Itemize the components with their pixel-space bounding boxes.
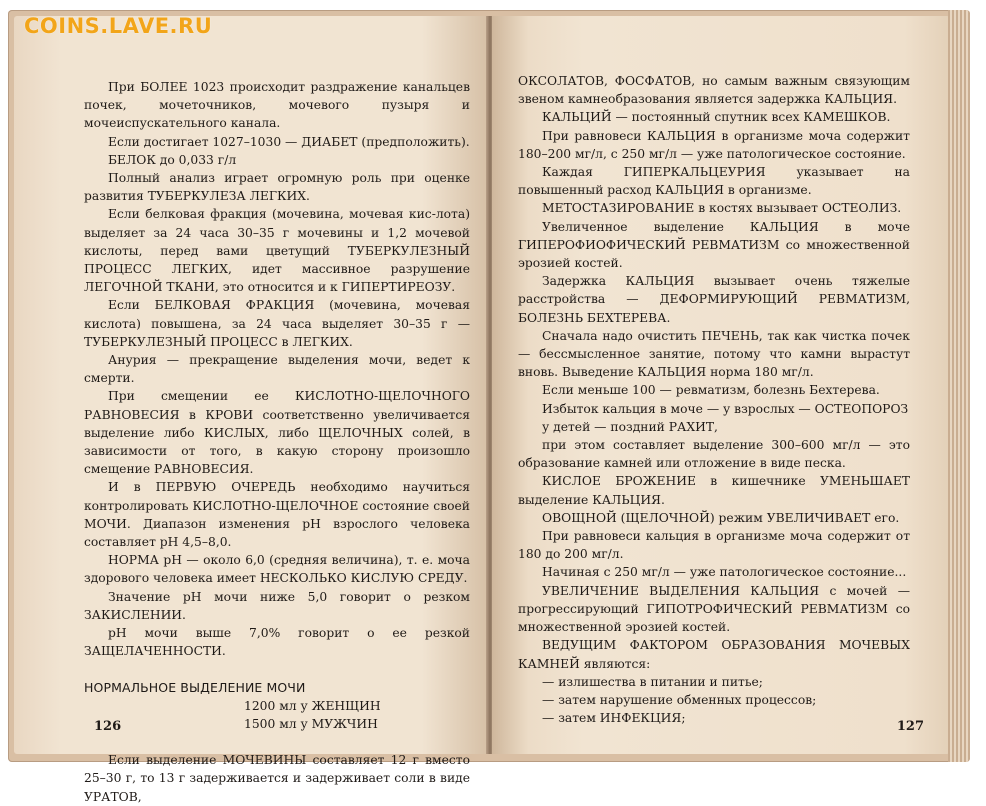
page-number-right: 127: [896, 719, 924, 734]
paragraph: БЕЛОК до 0,033 г/л: [108, 152, 237, 167]
list-item: — излишества в питании и питье;: [542, 674, 763, 689]
right-page: [492, 16, 950, 754]
paragraph: Увеличенное выделение КАЛЬЦИЯ в моче ГИПЕРОФИОФИЧЕСКИЙ РЕВМАТИЗМ со множественной эрозией костей.: [518, 219, 910, 271]
open-book: [8, 10, 970, 804]
paragraph: УВЕЛИЧЕНИЕ ВЫДЕЛЕНИЯ КАЛЬЦИЯ с мочей — прогрессирующий ГИПОТРОФИЧЕСКИЙ РЕВМАТИЗМ со множественной эрозией костей.: [518, 583, 910, 635]
paragraph: Если достигает 1027–1030 — ДИАБЕТ (предположить).: [108, 134, 470, 149]
paragraph: Задержка КАЛЬЦИЯ вызывает очень тяжелые расстройства — ДЕФОРМИРУЮЩИЙ РЕВМАТИЗМ, БОЛЕЗНЬ БЕХТЕРЕВА.: [518, 274, 910, 325]
paragraph: Если выделение МОЧЕВИНЫ составляет 12 г вместо 25–30 г, то 13 г задерживается и задерживает соли в виде УРАТОВ,: [84, 753, 470, 804]
paragraph: Начиная с 250 мг/л — уже патологическое состояние...: [542, 565, 907, 580]
paragraph: При смещении ее КИСЛОТНО-ЩЕЛОЧНОГО РАВНОВЕСИЯ в КРОВИ соответственно увеличивается выделение либо КИСЛЫХ, либо ЩЕЛОЧНЫХ солей, в зависимости от того, в какую сторону произошло смещение РАВНОВЕСИЯ.: [84, 389, 470, 477]
norm-women: 1200 мл у ЖЕНЩИН: [244, 698, 381, 713]
paragraph: КАЛЬЦИЙ — постоянный спутник всех КАМЕШКОВ.: [542, 110, 891, 125]
paragraph: МЕТОСТАЗИРОВАНИЕ в костях вызывает ОСТЕОЛИЗ.: [542, 201, 902, 216]
paragraph: НОРМА рН — около 6,0 (средняя величина), т. е. моча здорового человека имеет НЕСКОЛЬКО КИСЛУЮ СРЕДУ.: [84, 553, 470, 586]
page-edges: [948, 10, 970, 762]
left-page: [14, 16, 488, 804]
paragraph: При равновеси кальция в организме моча содержит от 180 до 200 мг/л.: [518, 529, 910, 562]
paragraph: ОВОЩНОЙ (ЩЕЛОЧНОЙ) режим УВЕЛИЧИВАЕТ его.: [542, 510, 900, 525]
paragraph: Полный анализ играет огромную роль при оценке развития ТУБЕРКУЛЕЗА ЛЕГКИХ.: [84, 171, 470, 204]
paragraph: КИСЛОЕ БРОЖЕНИЕ в кишечнике УМЕНЬШАЕТ выделение КАЛЬЦИЯ.: [518, 474, 910, 507]
paragraph: ВЕДУЩИМ ФАКТОРОМ ОБРАЗОВАНИЯ МОЧЕВЫХ КАМНЕЙ являются:: [518, 638, 910, 671]
list-item: — затем нарушение обменных процессов;: [542, 692, 817, 707]
paragraph: Если меньше 100 — ревматизм, болезнь Бехтерева.: [542, 383, 880, 398]
paragraph: ОКСОЛАТОВ, ФОСФАТОВ, но самым важным связующим звеном камнеобразования является задержка КАЛЬЦИЯ.: [518, 74, 910, 107]
paragraph: Сначала надо очистить ПЕЧЕНЬ, так как чистка почек — бессмысленное занятие, потому что камни вырастут вновь. Выведение КАЛЬЦИЯ норма 180 мг/л.: [518, 328, 910, 380]
paragraph: у детей — поздний РАХИТ,: [542, 419, 718, 434]
right-page-text: [518, 72, 910, 727]
left-page-text: [84, 78, 470, 806]
paragraph: При равновеси КАЛЬЦИЯ в организме моча содержит 180–200 мг/л, с 250 мг/л — уже патологическое состояние.: [518, 128, 910, 161]
section-heading: НОРМАЛЬНОЕ ВЫДЕЛЕНИЕ МОЧИ: [84, 679, 306, 695]
paragraph: рН мочи выше 7,0% говорит о ее резкой ЗАЩЕЛАЧЕННОСТИ.: [84, 626, 470, 659]
paragraph: Каждая ГИПЕРКАЛЬЦЕУРИЯ указывает на повышенный расход КАЛЬЦИЯ в организме.: [518, 165, 910, 198]
norm-men: 1500 мл у МУЖЧИН: [244, 716, 378, 731]
paragraph: И в ПЕРВУЮ ОЧЕРЕДЬ необходимо научиться контролировать КИСЛОТНО-ЩЕЛОЧНОЕ состояние своей МОЧИ. Диапазон изменения рН взрослого человека составляет рН 4,5–8,0.: [84, 480, 470, 550]
paragraph: при этом составляет выделение 300–600 мг/л — это образование камней или отложение в виде песка.: [518, 438, 910, 471]
paragraph: Избыток кальция в моче — у взрослых — ОСТЕОПОРОЗ: [542, 401, 909, 416]
page-number-left: 126: [94, 719, 122, 734]
watermark-text: COINS.LAVE.RU: [24, 14, 213, 38]
paragraph: Значение рН мочи ниже 5,0 говорит о резком ЗАКИСЛЕНИИ.: [84, 589, 470, 622]
list-item: — затем ИНФЕКЦИЯ;: [542, 711, 686, 726]
paragraph: При БОЛЕЕ 1023 происходит раздражение канальцев почек, мочеточников, мочевого пузыря и мочеиспускательного канала.: [84, 80, 470, 131]
paragraph: Анурия — прекращение выделения мочи, ведет к смерти.: [84, 353, 470, 386]
paragraph: Если белковая фракция (мочевина, мочевая кис-лота) выделяет за 24 часа 30–35 г мочевины и 1,2 мочевой кислоты, перед вами цветущий ТУБЕРКУЛЕЗНЫЙ ПРОЦЕСС ЛЕГКИХ, идет массивное разрушение ЛЕГОЧНОЙ ТКАНИ, это относится и к ГИПЕРТИРЕОЗУ.: [84, 207, 470, 295]
paragraph: Если БЕЛКОВАЯ ФРАКЦИЯ (мочевина, мочевая кислота) повышена, за 24 часа выделяет 30–35 г — ТУБЕРКУЛЕЗНЫЙ ПРОЦЕСС в ЛЕГКИХ.: [84, 298, 470, 349]
